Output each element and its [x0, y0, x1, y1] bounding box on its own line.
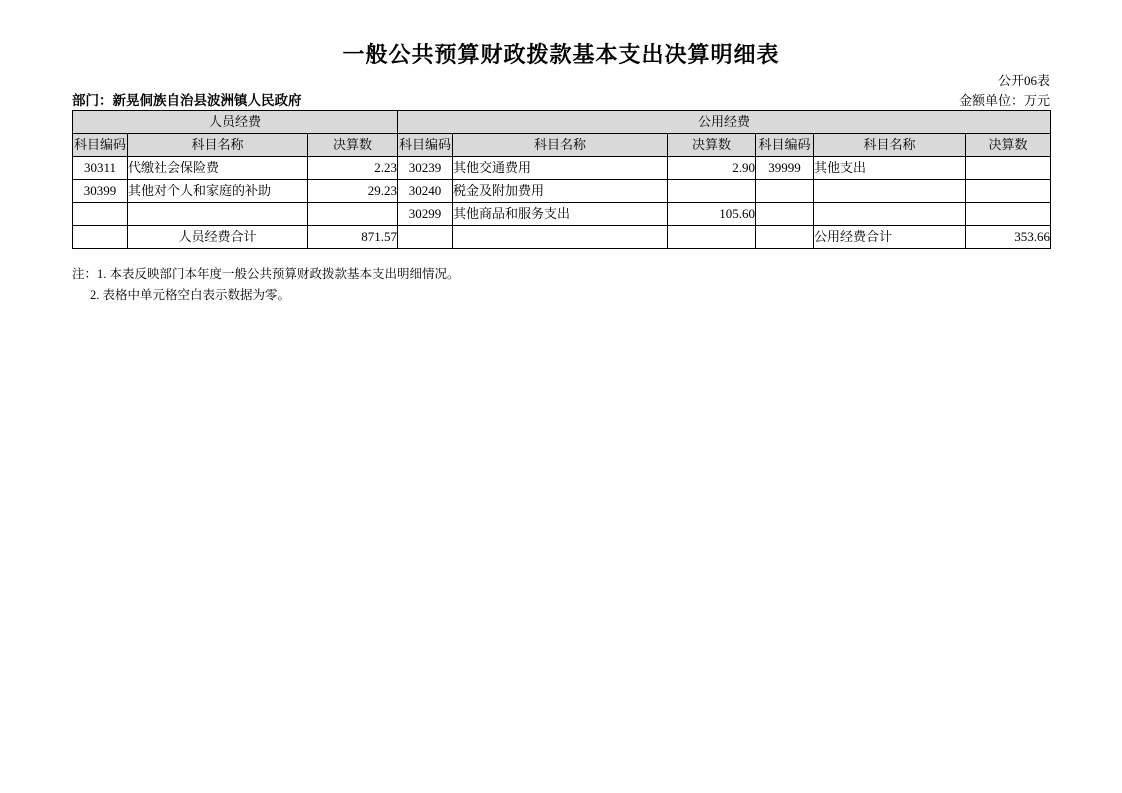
cell-public-code-1: 30299 — [398, 203, 453, 226]
budget-table — [72, 110, 1051, 249]
cell-total-public-code-1-empty — [398, 226, 453, 249]
note-line-1: 注：1. 本表反映部门本年度一般公共预算财政拨款基本支出明细情况。 — [72, 267, 460, 281]
cell-public-code-1: 30240 — [398, 180, 453, 203]
cell-public-name-1: 其他交通费用 — [453, 157, 668, 180]
table-row — [73, 180, 1051, 203]
column-header-name-2: 科目名称 — [453, 134, 668, 157]
cell-personnel-name — [128, 203, 308, 226]
cell-personnel-total-label: 人员经费合计 — [128, 226, 308, 249]
cell-personnel-name: 其他对个人和家庭的补助 — [128, 180, 308, 203]
column-header-amount-1: 决算数 — [308, 134, 398, 157]
cell-public-code-2: 39999 — [756, 157, 814, 180]
note-line-2: 2. 表格中单元格空白表示数据为零。 — [90, 288, 291, 303]
cell-public-name-1: 税金及附加费用 — [453, 180, 668, 203]
column-header-amount-2: 决算数 — [668, 134, 756, 157]
cell-total-code-empty — [73, 226, 128, 249]
table-total-row — [73, 226, 1051, 249]
cell-personnel-code: 30399 — [73, 180, 128, 203]
form-code-label: 公开06表 — [997, 73, 1050, 88]
cell-public-name-1: 其他商品和服务支出 — [453, 203, 668, 226]
cell-public-amount-2 — [966, 180, 1051, 203]
cell-personnel-total-value: 871.57 — [308, 226, 398, 249]
cell-public-code-2 — [756, 180, 814, 203]
amount-unit-label: 金额单位：万元 — [958, 93, 1050, 108]
cell-total-public-name-1-empty — [453, 226, 668, 249]
column-header-code-2: 科目编码 — [398, 134, 453, 157]
cell-public-name-2: 其他支出 — [814, 157, 966, 180]
cell-personnel-amount: 29.23 — [308, 180, 398, 203]
cell-personnel-code — [73, 203, 128, 226]
cell-public-amount-1 — [668, 180, 756, 203]
cell-personnel-amount: 2.23 — [308, 157, 398, 180]
cell-public-name-2 — [814, 180, 966, 203]
cell-public-code-1: 30239 — [398, 157, 453, 180]
cell-public-amount-2 — [966, 157, 1051, 180]
cell-public-total-label: 公用经费合计 — [814, 226, 966, 249]
table-column-header-row — [73, 134, 1051, 157]
column-header-amount-3: 决算数 — [966, 134, 1051, 157]
cell-personnel-amount — [308, 203, 398, 226]
cell-total-public-code-2-empty — [756, 226, 814, 249]
column-header-name-1: 科目名称 — [128, 134, 308, 157]
cell-public-amount-2 — [966, 203, 1051, 226]
cell-public-amount-1: 105.60 — [668, 203, 756, 226]
table-group-header-row — [73, 111, 1051, 134]
table-row — [73, 203, 1051, 226]
group-header-personnel: 人员经费 — [73, 111, 398, 134]
cell-personnel-name: 代缴社会保险费 — [128, 157, 308, 180]
department-label: 部门：新晃侗族自治县波洲镇人民政府 — [72, 93, 302, 108]
column-header-code-1: 科目编码 — [73, 134, 128, 157]
cell-total-public-amount-1-empty — [668, 226, 756, 249]
table-row — [73, 157, 1051, 180]
cell-public-total-value: 353.66 — [966, 226, 1051, 249]
cell-public-name-2 — [814, 203, 966, 226]
cell-public-code-2 — [756, 203, 814, 226]
cell-personnel-code: 30311 — [73, 157, 128, 180]
table-notes — [72, 264, 460, 307]
column-header-code-3: 科目编码 — [756, 134, 814, 157]
group-header-public: 公用经费 — [398, 111, 1051, 134]
page-title: 一般公共预算财政拨款基本支出决算明细表 — [342, 42, 780, 67]
column-header-name-3: 科目名称 — [814, 134, 966, 157]
cell-public-amount-1: 2.90 — [668, 157, 756, 180]
